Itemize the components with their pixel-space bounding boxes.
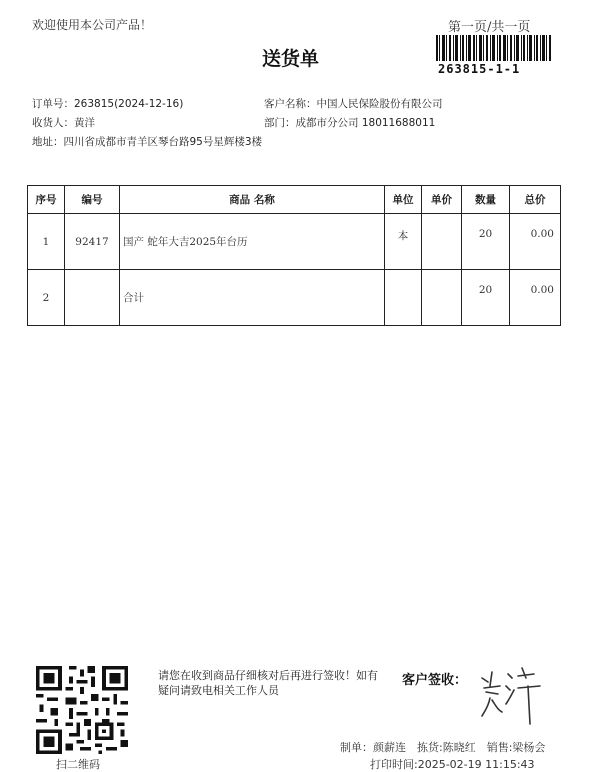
cell-code: 92417 (65, 214, 120, 270)
page-title: 送货单 (262, 48, 320, 70)
department-phone: 部门：成都市分公司 18011688011 (264, 117, 436, 129)
welcome-text: 欢迎使用本公司产品！ (32, 18, 153, 32)
header-unit-price: 单价 (422, 186, 462, 214)
cell-unit-price (422, 214, 462, 270)
page-indicator: 第一页/共一页 (448, 20, 531, 35)
print-time: 打印时间:2025-02-19 11:15:43 (370, 758, 535, 771)
table-header-row (28, 186, 561, 214)
document-makers: 制单：颜薪连 拣货:陈晓红 销售:梁杨会 (340, 741, 546, 754)
header-quantity: 数量 (462, 186, 510, 214)
cell-product-name: 合计 (120, 270, 385, 326)
cell-unit-price (422, 270, 462, 326)
cell-seq: 2 (28, 270, 65, 326)
order-number: 订单号：263815(2024-12-16) (32, 98, 184, 110)
cell-unit (385, 270, 422, 326)
header-unit: 单位 (385, 186, 422, 214)
header-total: 总价 (510, 186, 561, 214)
signature-icon (478, 660, 550, 726)
cell-code (65, 270, 120, 326)
table-row (28, 214, 561, 270)
cell-product-name: 国产 蛇年大吉2025年台历 (120, 214, 385, 270)
qr-code-icon (36, 666, 128, 754)
qr-code-label: 扫二维码 (56, 758, 100, 771)
barcode-number: 263815-1-1 (438, 62, 521, 76)
cell-quantity: 20 (462, 270, 510, 326)
customer-name: 客户名称：中国人民保险股份有限公司 (264, 98, 443, 110)
cell-quantity: 20 (462, 214, 510, 270)
header-product-name: 商品 名称 (120, 186, 385, 214)
items-table (27, 185, 561, 326)
cell-total: 0.00 (510, 270, 561, 326)
table-row (28, 270, 561, 326)
header-seq: 序号 (28, 186, 65, 214)
delivery-address: 地址：四川省成都市青羊区琴台路95号星辉楼3楼 (32, 136, 263, 148)
receiver-name: 收货人：黄洋 (32, 117, 95, 129)
cell-total: 0.00 (510, 214, 561, 270)
barcode-icon (436, 35, 552, 61)
cell-unit: 本 (385, 214, 422, 270)
cell-seq: 1 (28, 214, 65, 270)
sign-notice: 请您在收到商品仔细核对后再进行签收！如有疑问请致电相关工作人员 (158, 669, 378, 697)
customer-sign-label: 客户签收： (402, 673, 468, 688)
header-code: 编号 (65, 186, 120, 214)
